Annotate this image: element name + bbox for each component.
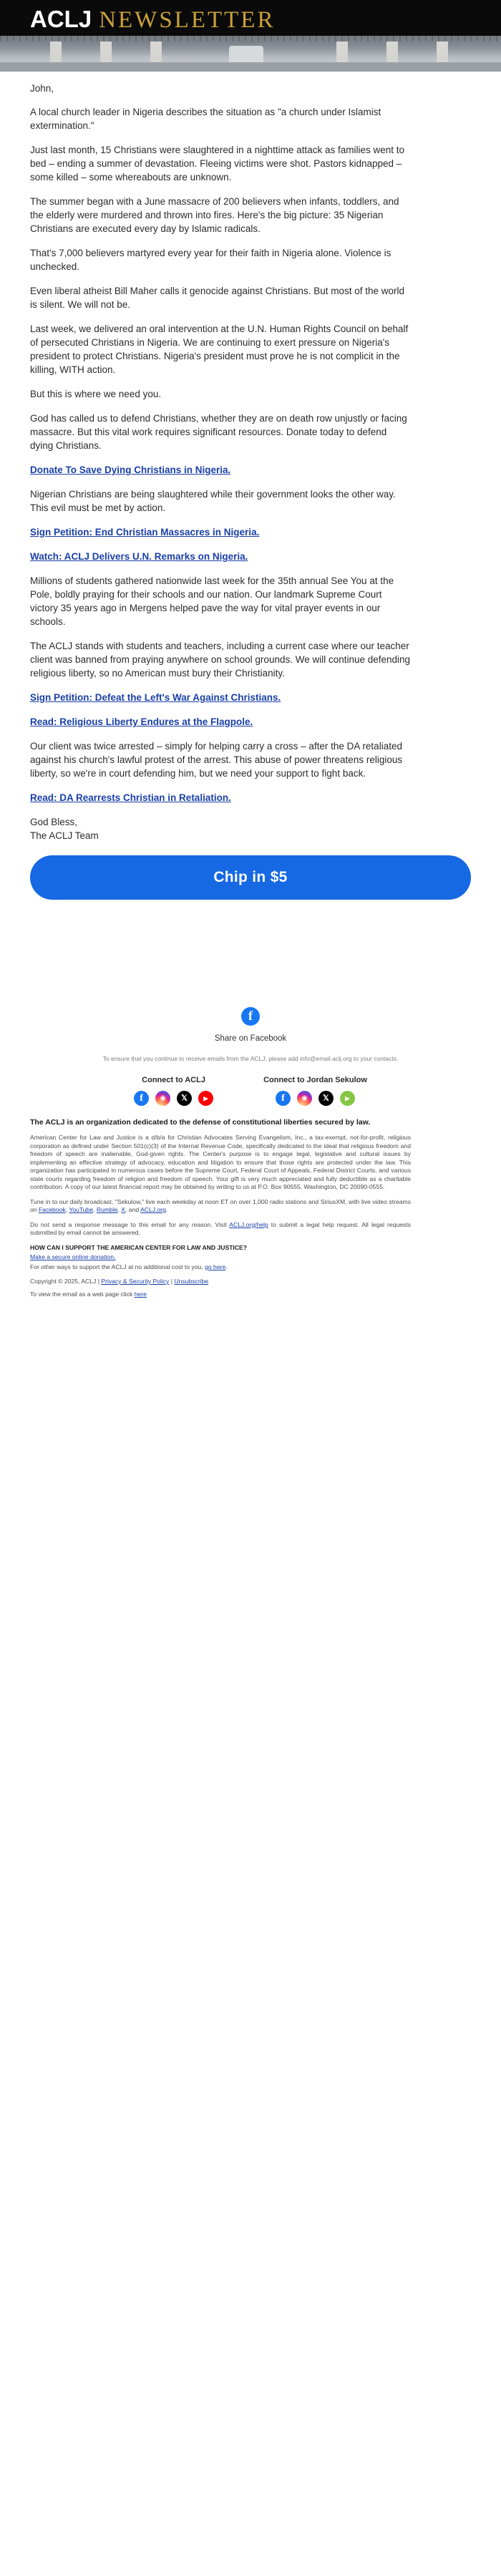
broadcast-suffix: . <box>165 1206 168 1213</box>
paragraph: The ACLJ stands with students and teachers, including a current case where our teacher client was banned from praying anywhere on school grounds. We will continue defending religious liberty, so no American must bury their Christianity. <box>30 641 411 679</box>
chip-in-button[interactable]: Chip in $5 <box>30 855 471 900</box>
instagram-icon[interactable] <box>155 1091 170 1106</box>
about-paragraph: American Center for Law and Justice is a d/b/a for Christian Advocates Serving Evangelism, Inc., a tax-exempt, not-for-profit, religious corporation as defined under Section 501(c)(3) of the Internal Revenue Code, specifically dedicated to the ideal that religious freedom and freedom of speech are inalienable, God-given rights. The Center's purpose is to engage legal, legislative and cultural issues by implementing an effective strategy of advocacy, education and litigation to ensure that those rights are protected under the law. This organization has participated in numerous cases before the Supreme Court, Federal Court of Appeals, Federal District Courts, and various state courts regarding freedom of religion and freedom of speech. Your gift is very much appreciated and fully deductible as a charitable contribution. A copy of our latest financial report may be obtained by writing to us at P.O. Box 90555, Washington, DC 20090-0555. <box>30 1134 411 1190</box>
support-question <box>30 1244 411 1253</box>
icon-glyph: ▶ <box>345 1094 350 1102</box>
no-reply-paragraph <box>30 1221 411 1238</box>
letter-body <box>0 72 441 842</box>
copyright-line: Copyright © 2025, ACLJ | Privacy & Security Policy | Unsubscribe <box>30 1278 209 1285</box>
secure-donation-link[interactable]: Make a secure online donation. <box>30 1253 116 1260</box>
greeting: John, <box>30 83 54 94</box>
view-webpage-line <box>30 1290 411 1298</box>
paragraph: Just last month, 15 Christians were slaughtered in a nighttime attack as families went to bed – ending a summer of devastation. Fleeing victims were shot. Pastors kidnapped – some killed – some whereabouts are unknown. <box>30 145 404 183</box>
sign-petition-war-link[interactable]: Sign Petition: Defeat the Left's War Against Christians. <box>30 692 281 703</box>
sign-petition-massacres-link[interactable]: Sign Petition: End Christian Massacres in Nigeria. <box>30 527 260 538</box>
icon-glyph: f <box>140 1092 143 1104</box>
rumble-icon[interactable] <box>340 1091 355 1106</box>
copyright-text: Copyright © 2025, ACLJ | <box>30 1278 99 1285</box>
jordan-icon-row <box>263 1091 367 1106</box>
paragraph: That's 7,000 believers martyred every year for their faith in Nigeria alone. Violence is unchecked. <box>30 248 391 272</box>
donate-section <box>0 854 501 900</box>
capitol-hearing-photo <box>0 36 501 72</box>
share-on-facebook-label[interactable]: Share on Facebook <box>214 1034 287 1043</box>
social-column-aclj <box>134 1076 213 1106</box>
support-other-ways <box>30 1263 411 1272</box>
x-twitter-icon[interactable] <box>318 1091 334 1106</box>
ceiling-detail <box>0 36 501 42</box>
watch-un-remarks-link[interactable]: Watch: ACLJ Delivers U.N. Remarks on Nigeria. <box>30 551 248 562</box>
broadcast-prefix: Tune in to our daily broadcast, "Sekulow," live each weekday at noon ET on over 1,000 radio stations and SiriusXM, with live video streams on <box>30 1197 411 1213</box>
youtube-link[interactable]: YouTube <box>69 1206 94 1213</box>
connect-aclj-title: Connect to ACLJ <box>142 1076 205 1084</box>
broadcast-paragraph: Tune in to our daily broadcast, "Sekulow," live each weekday at noon ET on over 1,000 radio stations and SiriusXM, with live video streams on Facebook, YouTube, Rumble, X, and ACLJ.org. <box>30 1197 411 1213</box>
aclj-help-link[interactable]: ACLJ.org/help <box>229 1220 268 1228</box>
paragraph: Millions of students gathered nationwide last week for the 35th annual See You at the Pole, boldly praying for their schools and our nation. Our landmark Supreme Court victory 35 years ago in Mergens helped pave the way for vital prayer events in our schools. <box>30 575 394 627</box>
banner-title <box>30 6 275 34</box>
connect-jordan-title: Connect to Jordan Sekulow <box>263 1076 367 1084</box>
newsletter-banner <box>0 0 501 72</box>
x-link[interactable]: X <box>121 1206 126 1213</box>
social-links <box>0 1073 501 1113</box>
donate-nigeria-link[interactable]: Donate To Save Dying Christians in Nigeria. <box>30 465 231 475</box>
no-reply-prefix: Do not send a response message to this email for any reason. Visit <box>30 1220 230 1228</box>
org-statement: The ACLJ is an organization dedicated to the defense of constitutional liberties secured by law. <box>30 1118 371 1127</box>
privacy-policy-link[interactable]: Privacy & Security Policy <box>101 1278 170 1285</box>
read-da-rearrests-link[interactable]: Read: DA Rearrests Christian in Retaliation. <box>30 792 231 803</box>
paragraph: God has called us to defend Christians, whether they are on death row unjustly or facing massacre. But this vital work requires significant resources. Donate today to defend dying Christians. <box>30 413 407 451</box>
paragraph: Our client was twice arrested – simply for helping carry a cross – after the DA retaliated against his church's lawful protest of the arrest. This abuse of power threatens religious liberty, so we're in court defending him, but we need your support to fight back. <box>30 741 403 779</box>
facebook-icon[interactable] <box>134 1091 149 1106</box>
view-webpage-link[interactable]: here <box>134 1291 147 1298</box>
social-column-jordan-sekulow <box>263 1076 367 1106</box>
signoff <box>30 815 411 842</box>
deliverability-note: To ensure that you continue to receive emails from the ACLJ, please add info@email.aclj.org to your contacts. <box>102 1055 399 1062</box>
unsubscribe-link[interactable]: Unsubscribe <box>174 1278 209 1285</box>
paragraph: Nigerian Christians are being slaughtered while their government looks the other way. This evil must be met by action. <box>30 489 396 513</box>
instagram-icon[interactable] <box>297 1091 312 1106</box>
brand-name: ACLJ <box>30 6 92 32</box>
signoff-line: God Bless, <box>30 817 78 827</box>
no-reply-suffix: to submit a legal help request. All legal requests submitted by email cannot be answered. <box>30 1220 411 1236</box>
paragraph: Even liberal atheist Bill Maher calls it genocide against Christians. But most of the world is silent. We will not be. <box>30 286 404 310</box>
view-webpage-prefix: To view the email as a web page click <box>30 1291 135 1298</box>
facebook-link[interactable]: Facebook <box>38 1206 66 1213</box>
dais-desk <box>0 62 501 72</box>
support-donate-line <box>30 1253 411 1262</box>
paragraph: The summer began with a June massacre of 200 believers when infants, toddlers, and the elderly were murdered and thrown into fires. Here's the big picture: 35 Nigerian Christians are executed every day by Islamic radicals. <box>30 196 399 234</box>
banner-word: NEWSLETTER <box>99 7 276 33</box>
read-flagpole-link[interactable]: Read: Religious Liberty Endures at the Flagpole. <box>30 716 253 727</box>
icon-glyph: 𝕏 <box>323 1094 329 1102</box>
footer-legal <box>0 1113 441 1298</box>
icon-glyph: f <box>281 1092 285 1104</box>
icon-glyph: ▶ <box>203 1094 209 1102</box>
icon-glyph: 𝕏 <box>181 1094 188 1102</box>
aclj-org-link[interactable]: ACLJ.org <box>140 1206 166 1213</box>
icon-glyph: ◉ <box>301 1094 308 1102</box>
youtube-icon[interactable] <box>198 1091 213 1106</box>
icon-glyph: ◉ <box>160 1094 166 1102</box>
go-here-link[interactable]: go here <box>205 1263 226 1270</box>
spacer <box>0 900 501 1007</box>
support-question-text: HOW CAN I SUPPORT THE AMERICAN CENTER FOR LAW AND JUSTICE? <box>30 1243 248 1251</box>
support-note-prefix: For other ways to support the ACLJ at no additional cost to you, <box>30 1263 205 1270</box>
support-note-suffix: . <box>225 1263 228 1270</box>
rumble-link[interactable]: Rumble <box>96 1206 118 1213</box>
paragraph: A local church leader in Nigeria describes the situation as "a church under Islamist extermination." <box>30 107 381 131</box>
share-section <box>0 1007 501 1047</box>
facebook-icon[interactable] <box>241 1007 260 1026</box>
x-twitter-icon[interactable] <box>177 1091 192 1106</box>
signoff-line: The ACLJ Team <box>30 830 99 841</box>
facebook-icon[interactable] <box>276 1091 291 1106</box>
aclj-icon-row <box>134 1091 213 1106</box>
paragraph: Last week, we delivered an oral intervention at the U.N. Human Rights Council on behalf of persecuted Christians in Nigeria. We are continuing to exert pressure on Nigeria's president to protect Christians. Nigeria's president must prove he is not complicit in the killing, WITH action. <box>30 324 409 375</box>
paragraph: But this is where we need you. <box>30 389 162 399</box>
